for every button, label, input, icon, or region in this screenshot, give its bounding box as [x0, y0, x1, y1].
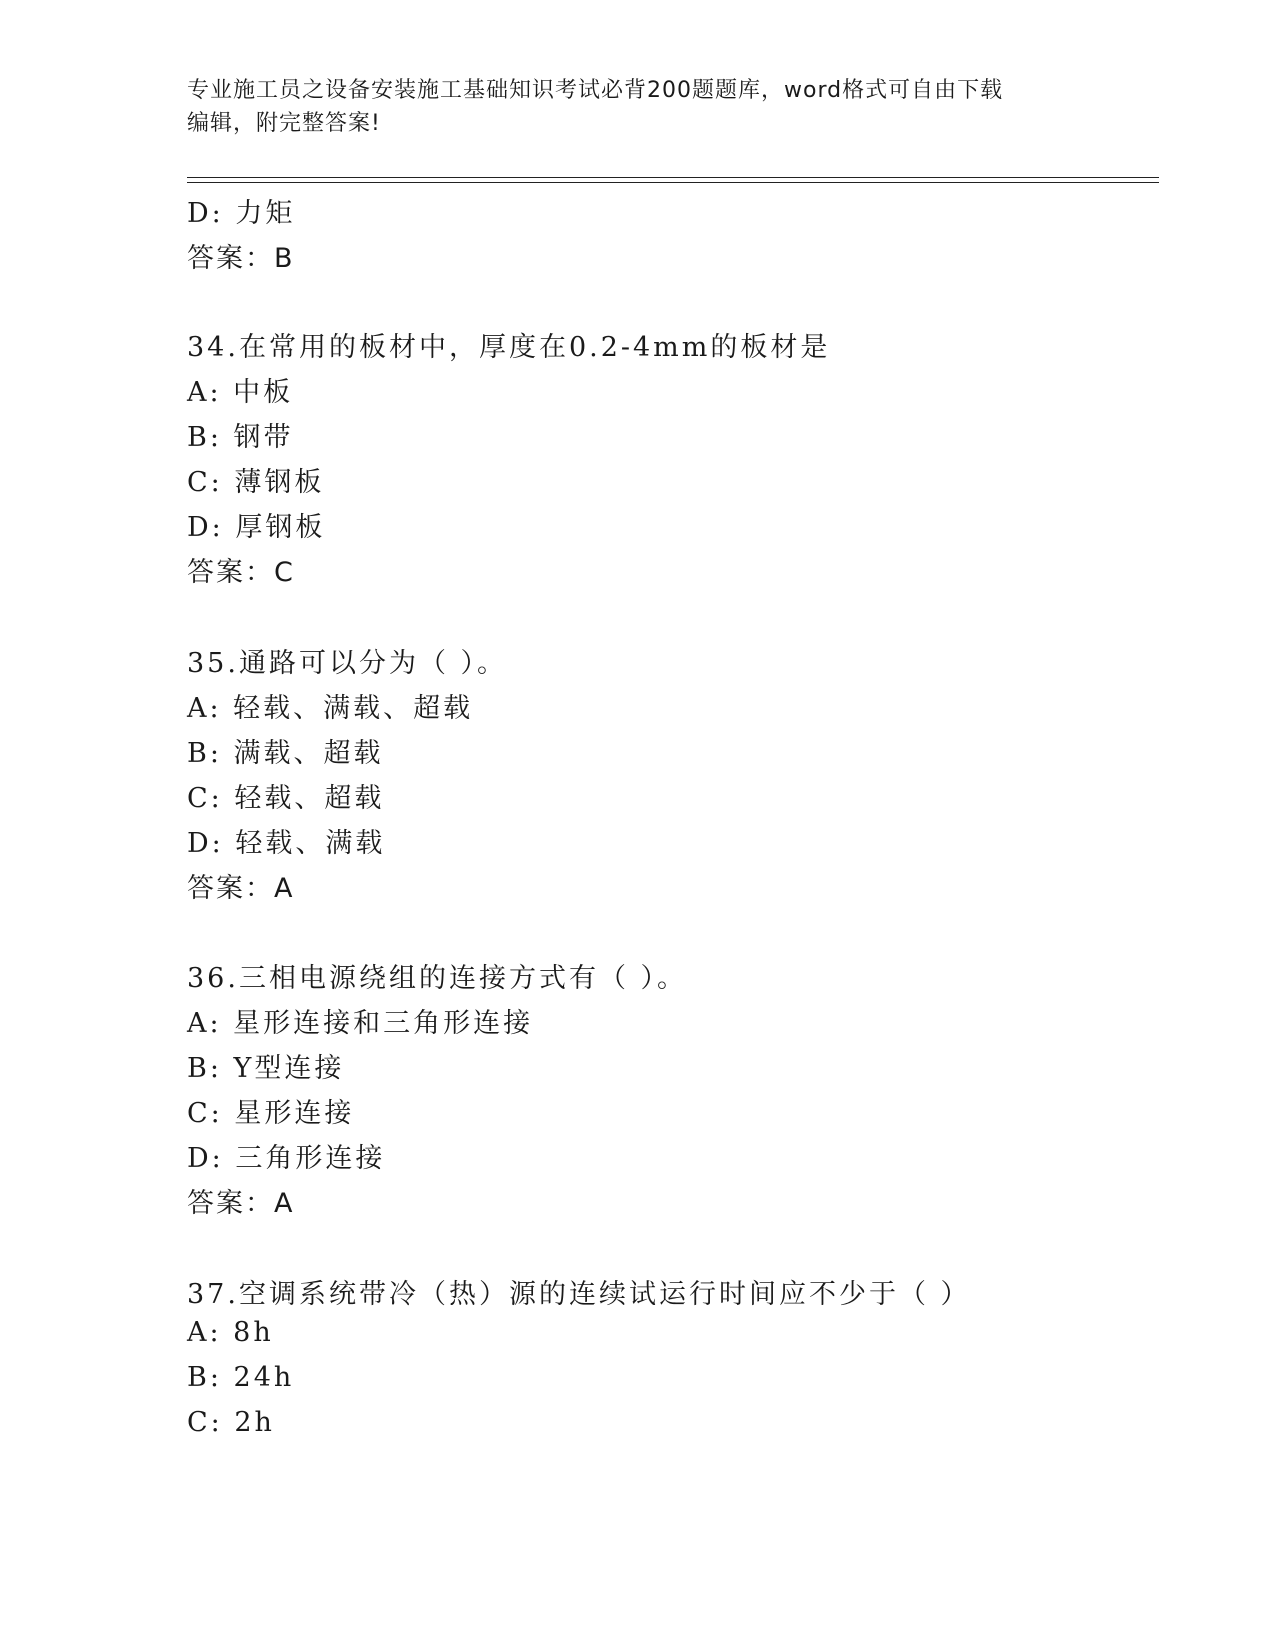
question-35-option-d: D: 轻载、满载 [187, 828, 386, 859]
question-35-option-c: C: 轻载、超载 [187, 783, 385, 814]
answer-prev: 答案：B [187, 243, 295, 274]
option-d-prev: D: 力矩 [187, 198, 296, 229]
question-36-option-b: B: Y型连接 [187, 1053, 345, 1084]
question-36-stem: 36.三相电源绕组的连接方式有（ ）。 [187, 963, 688, 994]
question-34-option-c: C: 薄钢板 [187, 467, 325, 498]
question-34-option-b: B: 钢带 [187, 422, 294, 453]
question-37-option-a: A: 8h [187, 1317, 274, 1348]
question-36-answer: 答案：A [187, 1188, 295, 1219]
question-35-option-b: B: 满载、超载 [187, 738, 384, 769]
question-37-option-b: B: 24h [187, 1362, 295, 1393]
question-36-option-a: A: 星形连接和三角形连接 [187, 1008, 534, 1039]
question-36-option-d: D: 三角形连接 [187, 1143, 386, 1174]
header-divider-top [187, 177, 1159, 178]
header-line-2: 编辑，附完整答案! [187, 111, 381, 136]
header-line-1: 专业施工员之设备安装施工基础知识考试必背200题题库，word格式可自由下载 [187, 78, 1004, 103]
question-34-option-a: A: 中板 [187, 377, 294, 408]
header-divider-bottom [187, 182, 1159, 183]
question-34-option-d: D: 厚钢板 [187, 512, 326, 543]
question-34-answer: 答案：C [187, 557, 295, 588]
question-35-option-a: A: 轻载、满载、超载 [187, 693, 474, 724]
question-35-stem: 35.通路可以分为（ ）。 [187, 648, 508, 679]
document-header [187, 74, 1067, 140]
question-37-stem: 37.空调系统带冷（热）源的连续试运行时间应不少于（ ） [187, 1279, 971, 1310]
question-35-answer: 答案：A [187, 873, 295, 904]
question-37-option-c: C: 2h [187, 1407, 275, 1438]
question-34-stem: 34.在常用的板材中，厚度在0.2-4mm的板材是 [187, 332, 831, 363]
question-36-option-c: C: 星形连接 [187, 1098, 355, 1129]
